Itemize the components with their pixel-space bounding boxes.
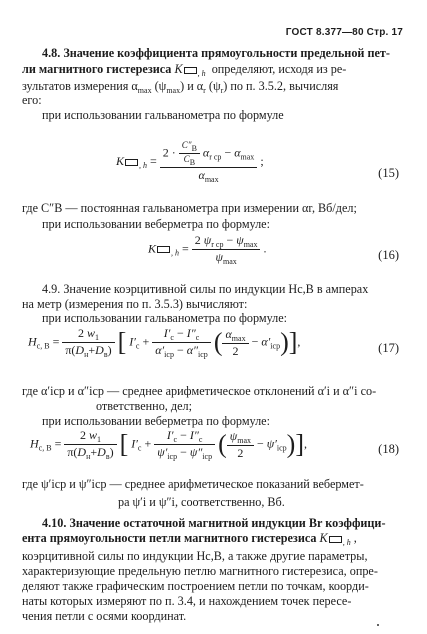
weber-intro-2: при использовании веберметра по формуле: <box>42 414 270 428</box>
page-header: ГОСТ 8.377—80 Стр. 17 <box>285 27 403 38</box>
s48-line4: его: <box>22 93 42 107</box>
s48-line3: зультатов измерения $\alpha_{max}$ $(\psi_{max})$ и $\alpha_r$ $(\psi_r)$ по п. 3.5.2, вычисляя <box>22 79 339 95</box>
s410-line1: 4.10. Значение остаточной магнитной индукции Br коэффици- <box>42 516 386 530</box>
weber-intro-1: при использовании веберметра по формуле: <box>42 217 270 231</box>
where-clause-1: где C″B — постоянная гальванометра при измерении αr, Вб/дел; <box>22 201 357 215</box>
s48-line2: ли магнитного гистерезиса K $_{, h}$ определяют, исходя из ре- <box>22 62 347 78</box>
equation-18-number: (18) <box>378 442 399 456</box>
where-clause-3a: где ψ′icp и ψ″icp — среднее арифметическое показаний вебермет- <box>22 477 364 491</box>
s48-line1: 4.8. Значение коэффициента прямоугольности предельной пет- <box>42 46 390 60</box>
where-clause-2b: ответственно, дел; <box>96 399 192 413</box>
s410-line2: ента прямоугольности петли магнитного гистерезиса K $_{, h}$ , <box>22 531 357 547</box>
s49-line3: при использовании гальванометра по формуле: <box>42 311 288 325</box>
s48-line5: при использовании гальванометра по формуле <box>42 108 284 122</box>
equation-17: $H_{c, B}$ = $\frac{2 w_1}{\pi(D_н+D_в)}$ [ $I'_c$ + $\frac{I'_c - I''_c}{\alpha'_{icp} - \alpha''_{icp}}$ ( $\frac{\alpha_{max}}{2}$ − $\alpha'_{icp}$)], <box>28 326 301 359</box>
rectangle-symbol <box>184 67 197 74</box>
s49-line2: на метр (измерения по п. 3.5.3) вычисляют: <box>22 297 248 311</box>
equation-15: K $_{, h}$ = 2 · $\frac{C''B}{CB}$ $\alpha_{r cp} - \alpha_{max}$ $\alpha_{max}$ ; <box>116 140 264 184</box>
equation-16-number: (16) <box>378 248 399 262</box>
where-clause-3b: ра ψ′i и ψ″i, соответственно, Вб. <box>118 495 285 509</box>
where-clause-2a: где α′icp и α″icp — среднее арифметическое отклонений α′i и α″i со- <box>22 384 377 398</box>
equation-15-number: (15) <box>378 166 399 180</box>
s49-line1: 4.9. Значение коэрцитивной силы по индукции Hc,B в амперах <box>42 282 369 296</box>
s410-line7: чения петли с осями координат. <box>22 609 187 623</box>
s410-line4: характеризующие предельную петлю магнитного гистерезиса, опре- <box>22 564 378 578</box>
equation-16: K $_{, h}$ = $\frac{2 \psi_{r cp} - \psi_{max}}{\psi_{max}}$ . <box>148 233 267 266</box>
equation-17-number: (17) <box>378 341 399 355</box>
s410-line5: деляют также графическим построением петли по точкам, коорди- <box>22 579 369 593</box>
equation-18: $H_{c, B}$ = $\frac{2 w_1}{\pi(D_н+D_в)}$ [ $I'_c$ + $\frac{I'_c - I''_c}{\psi'_{icp} - \psi''_{icp}}$ ( $\frac{\psi_{max}}{2}$ − $\psi'_{icp}$)], <box>30 428 307 461</box>
s410-line3: коэрцитивной силы по индукции Hc,B, а также другие параметры, <box>22 549 368 563</box>
speck-mark <box>377 624 379 626</box>
s410-line6: наты которых измеряют по п. 3.4, и нахождением точек пересе- <box>22 594 352 608</box>
